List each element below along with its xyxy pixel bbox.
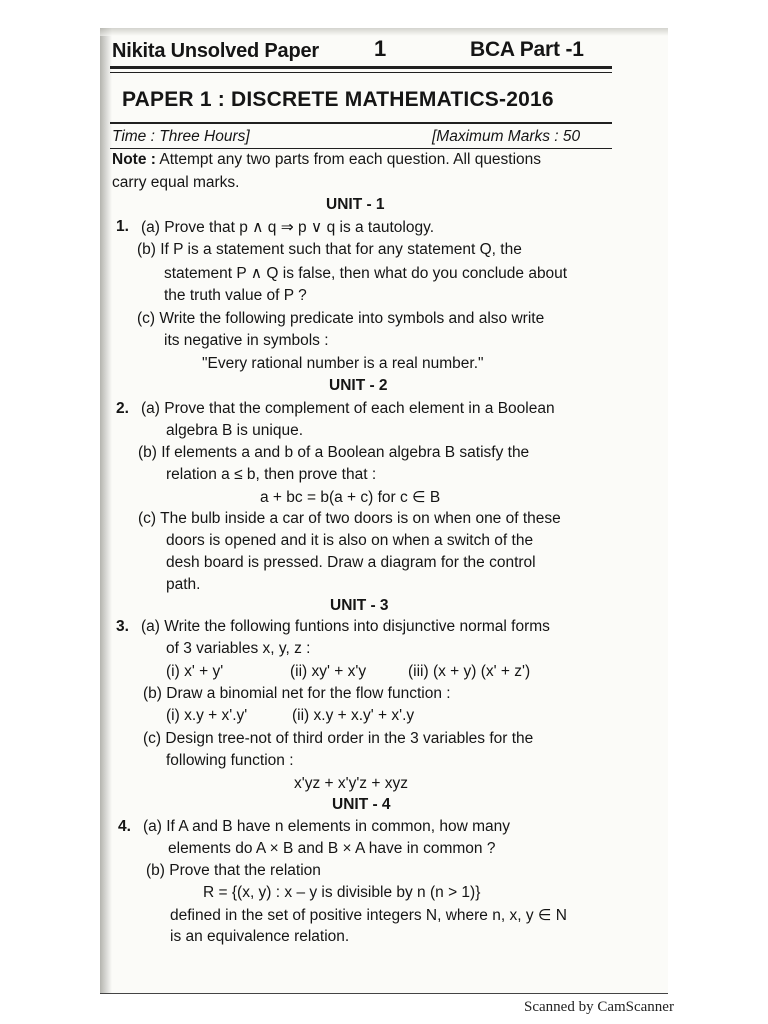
question-number: 1. <box>116 218 129 235</box>
page-bottom-edge <box>100 993 668 994</box>
q1-part-c-line2: its negative in symbols : <box>164 332 329 349</box>
q2-part-c-line2: doors is opened and it is also on when a switch of the <box>166 532 534 549</box>
note-text-2: carry equal marks. <box>112 174 240 191</box>
q3-part-c-line2: following function : <box>166 752 294 769</box>
q4-part-a-line2: elements do A × B and B × A have in common ? <box>168 840 496 857</box>
max-marks-label: [Maximum Marks : 50 <box>432 128 581 145</box>
note-label: Note : <box>112 151 156 168</box>
unit-heading: UNIT - 3 <box>330 597 389 614</box>
q3-part-a-line2: of 3 variables x, y, z : <box>166 640 311 657</box>
q2-part-b-equation: a + bc = b(a + c) for c ∈ B <box>260 489 441 506</box>
scanner-watermark: Scanned by CamScanner <box>524 999 674 1015</box>
title-rule <box>110 122 612 124</box>
header-book-title: Nikita Unsolved Paper <box>112 40 319 62</box>
q1-part-c-quote: "Every rational number is a real number." <box>202 355 484 372</box>
q1-part-b-line2: statement P ∧ Q is false, then what do you conclude about <box>164 265 568 282</box>
note-text-1: Attempt any two parts from each question. All questions <box>159 151 542 168</box>
note <box>112 151 541 169</box>
q3-part-c-expression: x'yz + x'y'z + xyz <box>294 775 408 792</box>
q4-part-a-line1: (a) If A and B have n elements in common, how many <box>143 818 511 835</box>
q1-part-a: (a) Prove that p ∧ q ⇒ p ∨ q is a tautology. <box>141 219 435 236</box>
page-shadow-top <box>100 28 668 36</box>
header-rule-bottom <box>110 72 612 73</box>
q4-part-b-relation: R = {(x, y) : x – y is divisible by n (n > 1)} <box>203 884 481 901</box>
q1-part-b-line1: (b) If P is a statement such that for any statement Q, the <box>137 241 522 258</box>
question-number: 2. <box>116 400 129 417</box>
question-number: 4. <box>118 818 131 835</box>
q2-part-a-line2: algebra B is unique. <box>166 422 304 439</box>
unit-heading: UNIT - 2 <box>329 377 388 394</box>
header-page-number: 1 <box>374 36 387 61</box>
header-course: BCA Part -1 <box>470 38 584 61</box>
q3-part-a-ii: (ii) xy' + x'y <box>290 663 367 680</box>
q4-part-b-line1: (b) Prove that the relation <box>146 862 321 879</box>
q4-part-b-line3: defined in the set of positive integers N, where n, x, y ∈ N <box>170 907 567 924</box>
q2-part-a-line1: (a) Prove that the complement of each element in a Boolean <box>141 400 555 417</box>
meta-rule <box>110 148 612 149</box>
q2-part-c-line1: (c) The bulb inside a car of two doors is on when one of these <box>138 510 561 527</box>
q3-part-a-iii: (iii) (x + y) (x' + z') <box>408 663 531 680</box>
q3-part-a-i: (i) x' + y' <box>166 663 224 680</box>
q3-part-b-i: (i) x.y + x'.y' <box>166 707 248 724</box>
question-number: 3. <box>116 618 129 635</box>
paper-title: PAPER 1 : DISCRETE MATHEMATICS-2016 <box>122 88 554 111</box>
unit-heading: UNIT - 1 <box>326 196 385 213</box>
page-shadow-left <box>100 28 112 993</box>
q4-part-b-line4: is an equivalence relation. <box>170 928 350 945</box>
q1-part-b-line3: the truth value of P ? <box>164 287 307 304</box>
q3-part-a-line1: (a) Write the following funtions into disjunctive normal forms <box>141 618 550 635</box>
q2-part-b-line1: (b) If elements a and b of a Boolean algebra B satisfy the <box>138 444 530 461</box>
q1-part-c-line1: (c) Write the following predicate into symbols and also write <box>137 310 545 327</box>
q3-part-c-line1: (c) Design tree-not of third order in the 3 variables for the <box>143 730 534 747</box>
q2-part-b-line2: relation a ≤ b, then prove that : <box>166 466 377 483</box>
time-label: Time : Three Hours] <box>112 128 250 145</box>
q2-part-c-line4: path. <box>166 576 201 593</box>
q3-part-b-ii: (ii) x.y + x.y' + x'.y <box>292 707 415 724</box>
q3-part-b-line1: (b) Draw a binomial net for the flow function : <box>143 685 451 702</box>
q2-part-c-line3: desh board is pressed. Draw a diagram for the control <box>166 554 536 571</box>
unit-heading: UNIT - 4 <box>332 796 391 813</box>
header-rule-top <box>110 66 612 69</box>
